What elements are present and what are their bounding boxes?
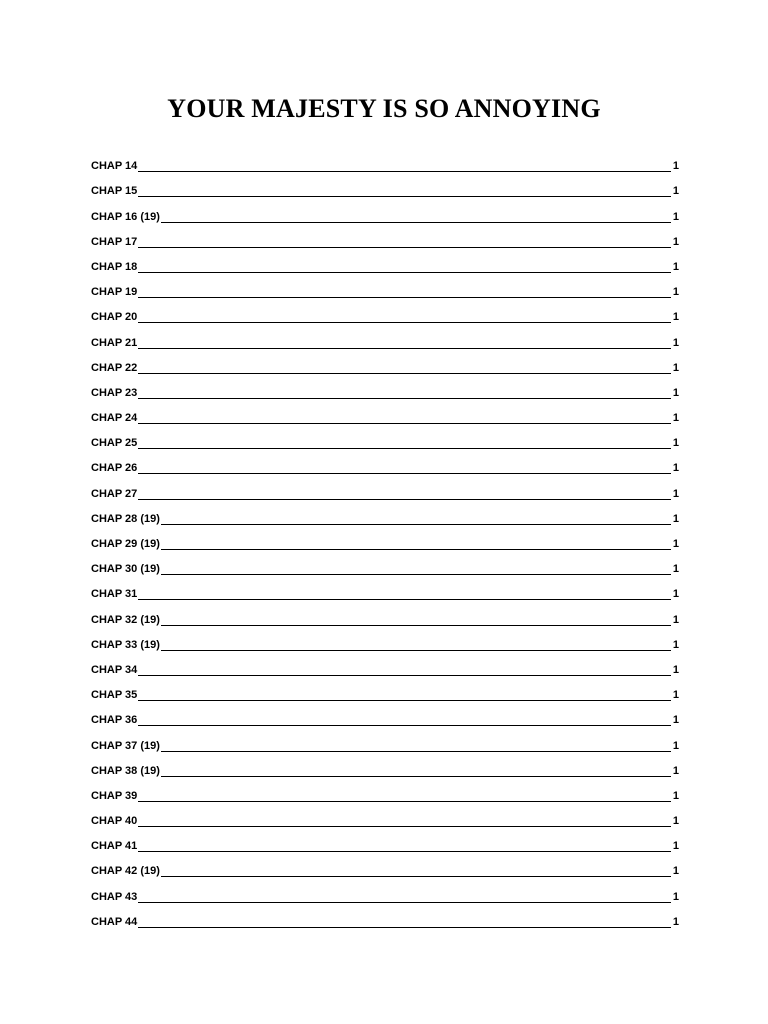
- toc-entry-page-number: 1: [672, 235, 679, 248]
- toc-leader-line: [161, 624, 671, 626]
- toc-entry-page-number: 1: [672, 210, 679, 223]
- toc-entry[interactable]: [91, 452, 679, 477]
- toc-entry[interactable]: [91, 729, 679, 754]
- toc-leader-line: [138, 724, 671, 726]
- toc-entry-label: CHAP 22: [91, 361, 138, 374]
- toc-entry-label: CHAP 27: [91, 487, 138, 500]
- toc-entry-label: CHAP 19: [91, 286, 138, 299]
- toc-leader-line: [161, 573, 671, 575]
- toc-entry-page-number: 1: [672, 865, 679, 878]
- toc-entry-label: CHAP 20: [91, 311, 138, 324]
- toc-entry-label: CHAP 38 (19): [91, 764, 160, 777]
- toc-leader-line: [138, 447, 671, 449]
- toc-leader-line: [138, 825, 671, 827]
- toc-leader-line: [138, 195, 671, 197]
- toc-entry[interactable]: [91, 226, 679, 251]
- toc-entry-page-number: 1: [672, 840, 679, 853]
- toc-entry-label: CHAP 34: [91, 663, 138, 676]
- toc-leader-line: [161, 875, 671, 877]
- toc-entry[interactable]: [91, 402, 679, 427]
- toc-entry-page-number: 1: [672, 890, 679, 903]
- toc-entry-label: CHAP 39: [91, 789, 138, 802]
- toc-leader-line: [138, 498, 671, 500]
- toc-entry[interactable]: [91, 906, 679, 931]
- toc-leader-line: [138, 321, 671, 323]
- toc-entry-page-number: 1: [672, 915, 679, 928]
- toc-entry-label: CHAP 21: [91, 336, 138, 349]
- toc-entry[interactable]: [91, 780, 679, 805]
- toc-entry[interactable]: [91, 251, 679, 276]
- toc-entry-page-number: 1: [672, 613, 679, 626]
- toc-leader-line: [161, 649, 671, 651]
- toc-leader-line: [161, 523, 671, 525]
- toc-entry-page-number: 1: [672, 336, 679, 349]
- toc-entry-label: CHAP 42 (19): [91, 865, 160, 878]
- toc-entry-label: CHAP 44: [91, 915, 138, 928]
- toc-entry-label: CHAP 40: [91, 815, 138, 828]
- toc-leader-line: [138, 246, 671, 248]
- toc-leader-line: [161, 775, 671, 777]
- toc-leader-line: [138, 926, 671, 928]
- toc-entry-page-number: 1: [672, 714, 679, 727]
- toc-leader-line: [161, 548, 671, 550]
- toc-entry-page-number: 1: [672, 260, 679, 273]
- toc-entry-label: CHAP 14: [91, 160, 138, 173]
- toc-entry-label: CHAP 17: [91, 235, 138, 248]
- toc-entry[interactable]: [91, 629, 679, 654]
- toc-entry-label: CHAP 24: [91, 412, 138, 425]
- toc-entry-label: CHAP 32 (19): [91, 613, 160, 626]
- toc-entry-label: CHAP 15: [91, 185, 138, 198]
- toc-entry-label: CHAP 23: [91, 386, 138, 399]
- toc-entry-page-number: 1: [672, 512, 679, 525]
- toc-entry-label: CHAP 36: [91, 714, 138, 727]
- toc-entry[interactable]: [91, 755, 679, 780]
- document-title: YOUR MAJESTY IS SO ANNOYING: [167, 94, 601, 123]
- toc-entry-label: CHAP 43: [91, 890, 138, 903]
- toc-entry-label: CHAP 33 (19): [91, 638, 160, 651]
- toc-entry-page-number: 1: [672, 789, 679, 802]
- toc-entry-page-number: 1: [672, 538, 679, 550]
- toc-entry[interactable]: [91, 805, 679, 830]
- toc-leader-line: [138, 800, 671, 802]
- toc-entry[interactable]: [91, 326, 679, 351]
- toc-entry[interactable]: [91, 553, 679, 578]
- toc-leader-line: [138, 472, 671, 474]
- toc-leader-line: [138, 271, 671, 273]
- toc-entry[interactable]: [91, 855, 679, 880]
- toc-entry-page-number: 1: [672, 563, 679, 576]
- toc-entry-label: CHAP 28 (19): [91, 512, 160, 525]
- toc-leader-line: [138, 674, 671, 676]
- toc-leader-line: [138, 170, 671, 172]
- toc-entry-label: CHAP 18: [91, 260, 138, 273]
- toc-entry[interactable]: [91, 503, 679, 528]
- toc-entry[interactable]: [91, 427, 679, 452]
- toc-entry[interactable]: [91, 830, 679, 855]
- toc-entry-label: CHAP 25: [91, 437, 138, 450]
- toc-entry-page-number: 1: [672, 386, 679, 399]
- toc-leader-line: [138, 296, 671, 298]
- toc-entry-page-number: 1: [672, 739, 679, 752]
- toc-entry[interactable]: [91, 276, 679, 301]
- toc-entry-page-number: 1: [672, 588, 679, 601]
- toc-entry[interactable]: [91, 679, 679, 704]
- toc-leader-line: [138, 397, 671, 399]
- toc-entry-label: CHAP 35: [91, 689, 138, 702]
- toc-entry-page-number: 1: [672, 663, 679, 676]
- toc-leader-line: [138, 699, 671, 701]
- toc-entry-page-number: 1: [672, 412, 679, 425]
- toc-entry-label: CHAP 31: [91, 588, 138, 601]
- toc-leader-line: [138, 347, 671, 349]
- toc-entry-page-number: 1: [672, 764, 679, 777]
- toc-leader-line: [138, 372, 671, 374]
- toc-entry-label: CHAP 41: [91, 840, 138, 853]
- toc-entry-label: CHAP 37 (19): [91, 739, 160, 752]
- toc-entry[interactable]: [91, 377, 679, 402]
- toc-entry-page-number: 1: [672, 437, 679, 450]
- toc-entry-label: CHAP 29 (19): [91, 538, 160, 550]
- toc-entry-page-number: 1: [672, 311, 679, 324]
- toc-leader-line: [138, 850, 671, 852]
- toc-leader-line: [138, 598, 671, 600]
- toc-entry[interactable]: [91, 654, 679, 679]
- toc-leader-line: [138, 422, 671, 424]
- toc-entry-label: CHAP 16 (19): [91, 210, 160, 223]
- toc-entry-page-number: 1: [672, 638, 679, 651]
- toc-entry-label: CHAP 26: [91, 462, 138, 475]
- toc-leader-line: [161, 750, 671, 752]
- table-of-contents: [91, 150, 679, 931]
- toc-leader-line: [161, 221, 671, 223]
- toc-entry-page-number: 1: [672, 487, 679, 500]
- toc-entry[interactable]: [91, 352, 679, 377]
- toc-entry-page-number: 1: [672, 815, 679, 828]
- toc-entry[interactable]: [91, 603, 679, 628]
- toc-leader-line: [138, 901, 671, 903]
- toc-entry[interactable]: [91, 578, 679, 603]
- toc-entry[interactable]: [91, 150, 679, 175]
- toc-entry-page-number: 1: [672, 160, 679, 173]
- toc-entry-page-number: 1: [672, 689, 679, 702]
- toc-entry-page-number: 1: [672, 361, 679, 374]
- toc-entry-page-number: 1: [672, 462, 679, 475]
- toc-entry[interactable]: [91, 301, 679, 326]
- toc-entry-page-number: 1: [672, 286, 679, 299]
- toc-entry[interactable]: [91, 175, 679, 200]
- toc-entry[interactable]: [91, 704, 679, 729]
- toc-entry[interactable]: [91, 528, 679, 553]
- toc-entry[interactable]: [91, 200, 679, 225]
- toc-entry[interactable]: [91, 477, 679, 502]
- toc-entry[interactable]: [91, 880, 679, 905]
- toc-entry-label: CHAP 30 (19): [91, 563, 160, 576]
- toc-entry-page-number: 1: [672, 185, 679, 198]
